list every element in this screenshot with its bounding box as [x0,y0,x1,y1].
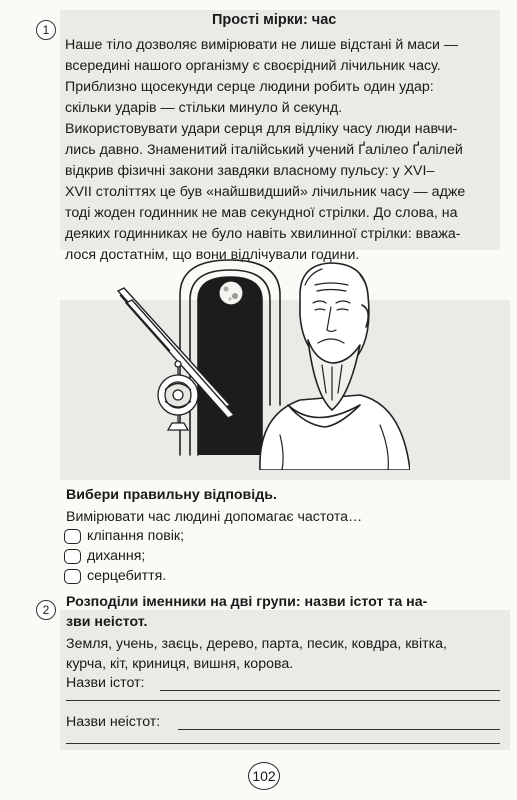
section-2-words-line1: Земля, учень, заєць, дерево, парта, песик, ковдра, квітка, [66,636,447,652]
checkbox[interactable] [64,549,81,564]
checkbox[interactable] [64,569,81,584]
paragraph-line: лись давно. Знаменитий італійський учений Ґалілео Ґалілей [65,142,463,158]
page-number: 102 [248,762,280,790]
section-1-question: Вимірювати час людині допомагає частота… [66,509,363,525]
section-2-task-title-line1: Розподіли іменники на дві групи: назви істот та на- [66,594,428,610]
option-label: кліпання повік; [87,528,185,544]
paragraph-line: відкрив фізичні закони завдяки власному пульсу: у XVI– [65,163,435,179]
section-1-number: 1 [36,20,56,40]
section-1-paragraph [65,35,505,266]
option-blinking[interactable] [64,526,184,546]
paragraph-line: Наше тіло дозволяє вимірювати не лише відстані й маси — [65,37,459,53]
nonliving-answer-line-1[interactable] [178,729,500,730]
galileo-illustration [110,255,410,470]
section-1-title: Прості мірки: час [212,12,337,28]
paragraph-line: Приблизно щосекунди серце людини робить один удар: [65,79,434,95]
living-label: Назви істот: [66,675,145,691]
option-label: серцебиття. [87,568,167,584]
option-heartbeat[interactable] [64,566,166,586]
nonliving-answer-line-2[interactable] [66,743,500,744]
living-answer-line-1[interactable] [160,690,500,691]
paragraph-line: Використовувати удари серця для відліку часу люди навчи- [65,121,458,137]
section-2-number: 2 [36,600,56,620]
paragraph-line: XVII століттях це був «найшвидший» лічильник часу — адже [65,184,466,200]
paragraph-line: деяких годинниках не було навіть хвилинної стрілки: вважа- [65,226,461,242]
section-1-task-title: Вибери правильну відповідь. [66,487,277,503]
paragraph-line: тоді жоден годинник не мав секундної стрілки. До слова, на [65,205,458,221]
section-2-task-title-line2: зви неістот. [66,614,148,630]
living-answer-line-2[interactable] [66,700,500,701]
section-2-words-line2: курча, кіт, криниця, вишня, корова. [66,656,294,672]
paragraph-line: лося достатнім, що вони відлічували години. [65,247,360,263]
option-breathing[interactable] [64,546,145,566]
paragraph-line: всередині нашого організму є своєрідний лічильник часу. [65,58,441,74]
option-label: дихання; [87,548,146,564]
checkbox[interactable] [64,529,81,544]
nonliving-label: Назви неістот: [66,714,161,730]
paragraph-line: скільки ударів — стільки минуло й секунд. [65,100,343,116]
